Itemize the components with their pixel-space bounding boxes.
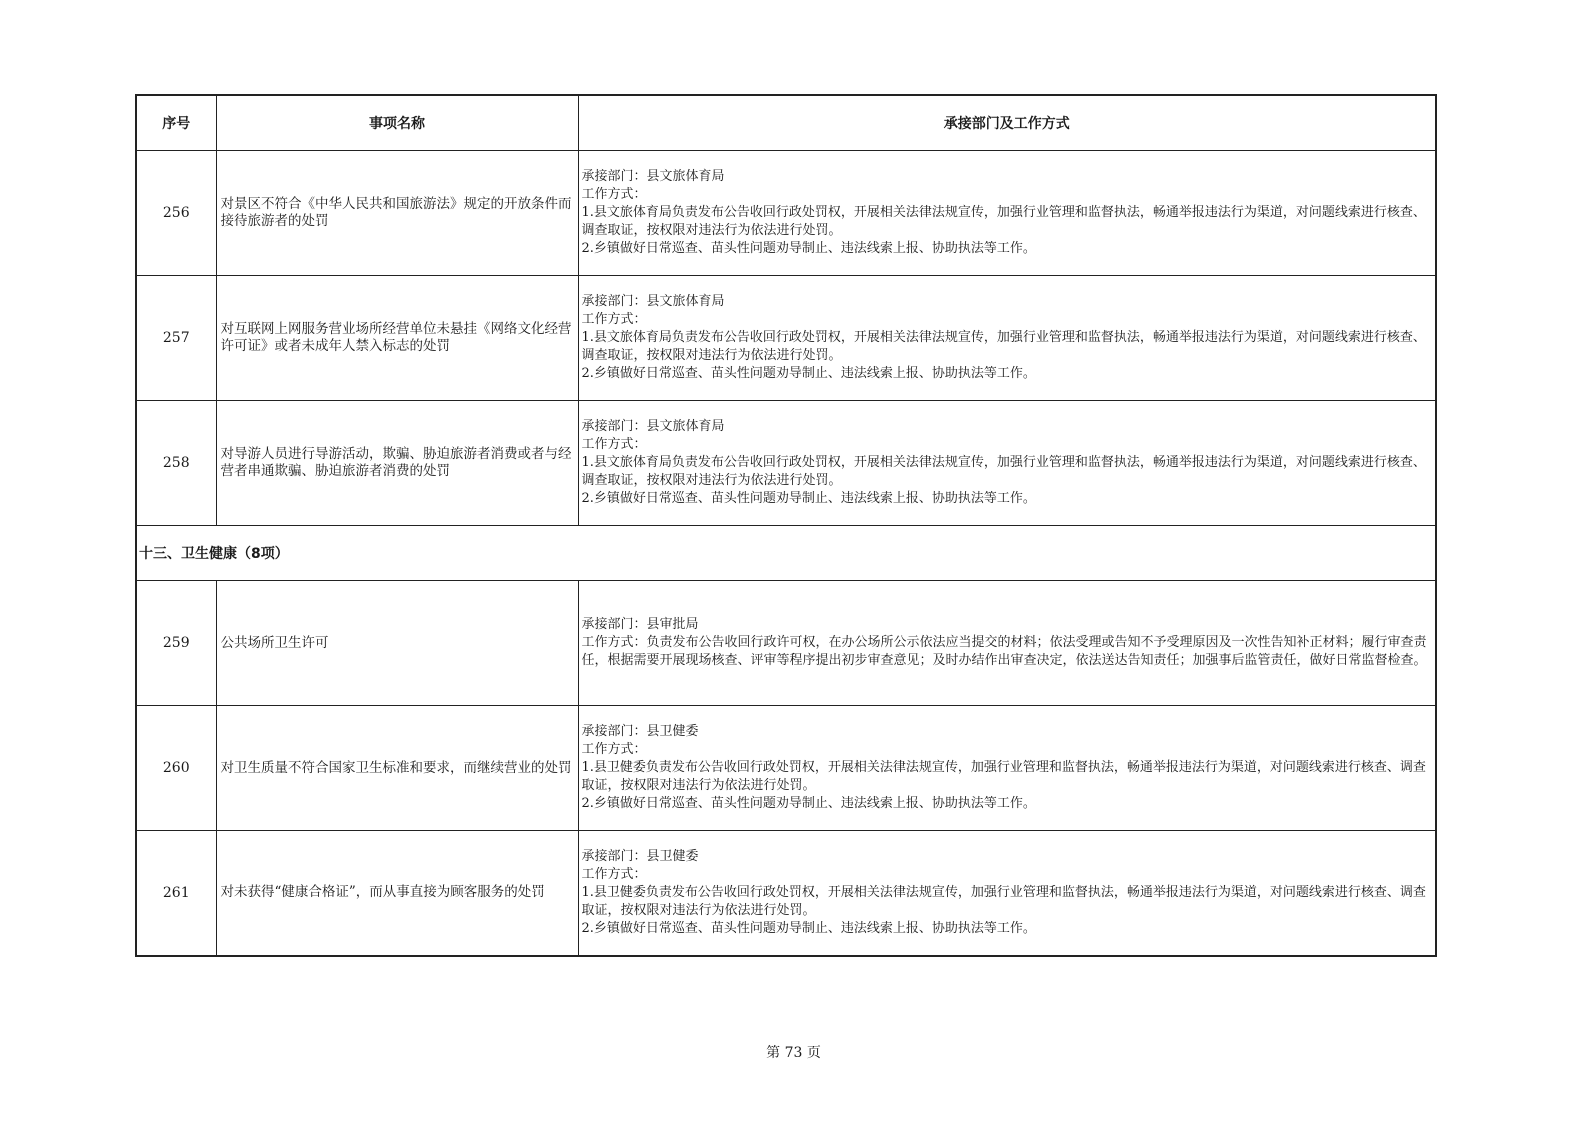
matters-table <box>135 94 1437 957</box>
column-header-method: 承接部门及工作方式 <box>578 95 1436 151</box>
method-line: 2.乡镇做好日常巡查、苗头性问题劝导制止、违法线索上报、协助执法等工作。 <box>581 491 1036 506</box>
table-row <box>136 706 1436 831</box>
method-line: 承接部门：县文旅体育局 <box>581 169 725 184</box>
method-line: 1.县文旅体育局负责发布公告收回行政处罚权，开展相关法律法规宣传，加强行业管理和监督执法，畅通举报违法行为渠道，对问题线索进行核查、调查取证，按权限对违法行为依法进行处罚。 <box>581 205 1426 238</box>
method-line: 承接部门：县文旅体育局 <box>581 419 725 434</box>
table-row <box>136 151 1436 276</box>
row-item-name: 公共场所卫生许可 <box>216 581 578 706</box>
method-line: 工作方式： <box>581 312 647 327</box>
method-line: 承接部门：县文旅体育局 <box>581 294 725 309</box>
method-line: 1.县卫健委负责发布公告收回行政处罚权，开展相关法律法规宣传，加强行业管理和监督执法，畅通举报违法行为渠道，对问题线索进行核查、调查取证，按权限对违法行为依法进行处罚。 <box>581 760 1426 793</box>
row-item-name: 对卫生质量不符合国家卫生标准和要求，而继续营业的处罚 <box>216 706 578 831</box>
method-line: 1.县文旅体育局负责发布公告收回行政处罚权，开展相关法律法规宣传，加强行业管理和监督执法，畅通举报违法行为渠道，对问题线索进行核查、调查取证，按权限对违法行为依法进行处罚。 <box>581 330 1426 363</box>
table-row <box>136 276 1436 401</box>
row-department-method <box>578 401 1436 526</box>
table-row <box>136 401 1436 526</box>
method-line: 承接部门：县卫健委 <box>581 724 699 739</box>
row-department-method <box>578 831 1436 956</box>
method-line: 2.乡镇做好日常巡查、苗头性问题劝导制止、违法线索上报、协助执法等工作。 <box>581 366 1036 381</box>
row-number: 261 <box>136 831 216 956</box>
row-number: 259 <box>136 581 216 706</box>
method-line: 工作方式： <box>581 866 647 882</box>
row-item-name: 对互联网上网服务营业场所经营单位未悬挂《网络文化经营许可证》或者未成年人禁入标志的处罚 <box>216 276 578 401</box>
row-number: 256 <box>136 151 216 276</box>
row-item-name: 对景区不符合《中华人民共和国旅游法》规定的开放条件而接待旅游者的处罚 <box>216 151 578 276</box>
table-row <box>136 581 1436 706</box>
column-header-name: 事项名称 <box>216 95 578 151</box>
row-item-name: 对未获得“健康合格证”，而从事直接为顾客服务的处罚 <box>216 831 578 956</box>
method-line: 2.乡镇做好日常巡查、苗头性问题劝导制止、违法线索上报、协助执法等工作。 <box>581 920 1036 936</box>
section-heading: 十三、卫生健康（8项） <box>136 526 1436 581</box>
row-department-method <box>578 581 1436 706</box>
row-department-method <box>578 276 1436 401</box>
method-line: 工作方式： <box>581 187 647 202</box>
method-line: 工作方式： <box>581 742 647 757</box>
row-department-method <box>578 151 1436 276</box>
row-number: 260 <box>136 706 216 831</box>
page-number: 第 73 页 <box>766 1045 821 1061</box>
row-number: 257 <box>136 276 216 401</box>
row-department-method <box>578 706 1436 831</box>
method-line: 工作方式：负责发布公告收回行政许可权，在办公场所公示依法应当提交的材料；依法受理或告知不予受理原因及一次性告知补正材料；履行审查责任，根据需要开展现场核查、评审等程序提出初步审查意见；及时办结作出审查决定，依法送达告知责任；加强事后监管责任，做好日常监督检查。 <box>581 635 1427 668</box>
table-row <box>136 831 1436 956</box>
row-number: 258 <box>136 401 216 526</box>
row-item-name: 对导游人员进行导游活动，欺骗、胁迫旅游者消费或者与经营者串通欺骗、胁迫旅游者消费的处罚 <box>216 401 578 526</box>
method-line: 1.县文旅体育局负责发布公告收回行政处罚权，开展相关法律法规宣传，加强行业管理和监督执法，畅通举报违法行为渠道，对问题线索进行核查、调查取证，按权限对违法行为依法进行处罚。 <box>581 455 1426 488</box>
method-line: 1.县卫健委负责发布公告收回行政处罚权，开展相关法律法规宣传，加强行业管理和监督执法，畅通举报违法行为渠道，对问题线索进行核查、调查取证，按权限对违法行为依法进行处罚。 <box>581 884 1426 918</box>
method-line: 工作方式： <box>581 437 647 452</box>
method-line: 承接部门：县审批局 <box>581 617 699 632</box>
method-line: 2.乡镇做好日常巡查、苗头性问题劝导制止、违法线索上报、协助执法等工作。 <box>581 241 1036 256</box>
method-line: 2.乡镇做好日常巡查、苗头性问题劝导制止、违法线索上报、协助执法等工作。 <box>581 796 1036 811</box>
table-header-row <box>136 95 1436 151</box>
method-line: 承接部门：县卫健委 <box>581 848 699 864</box>
section-heading-row <box>136 526 1436 581</box>
column-header-number: 序号 <box>136 95 216 151</box>
